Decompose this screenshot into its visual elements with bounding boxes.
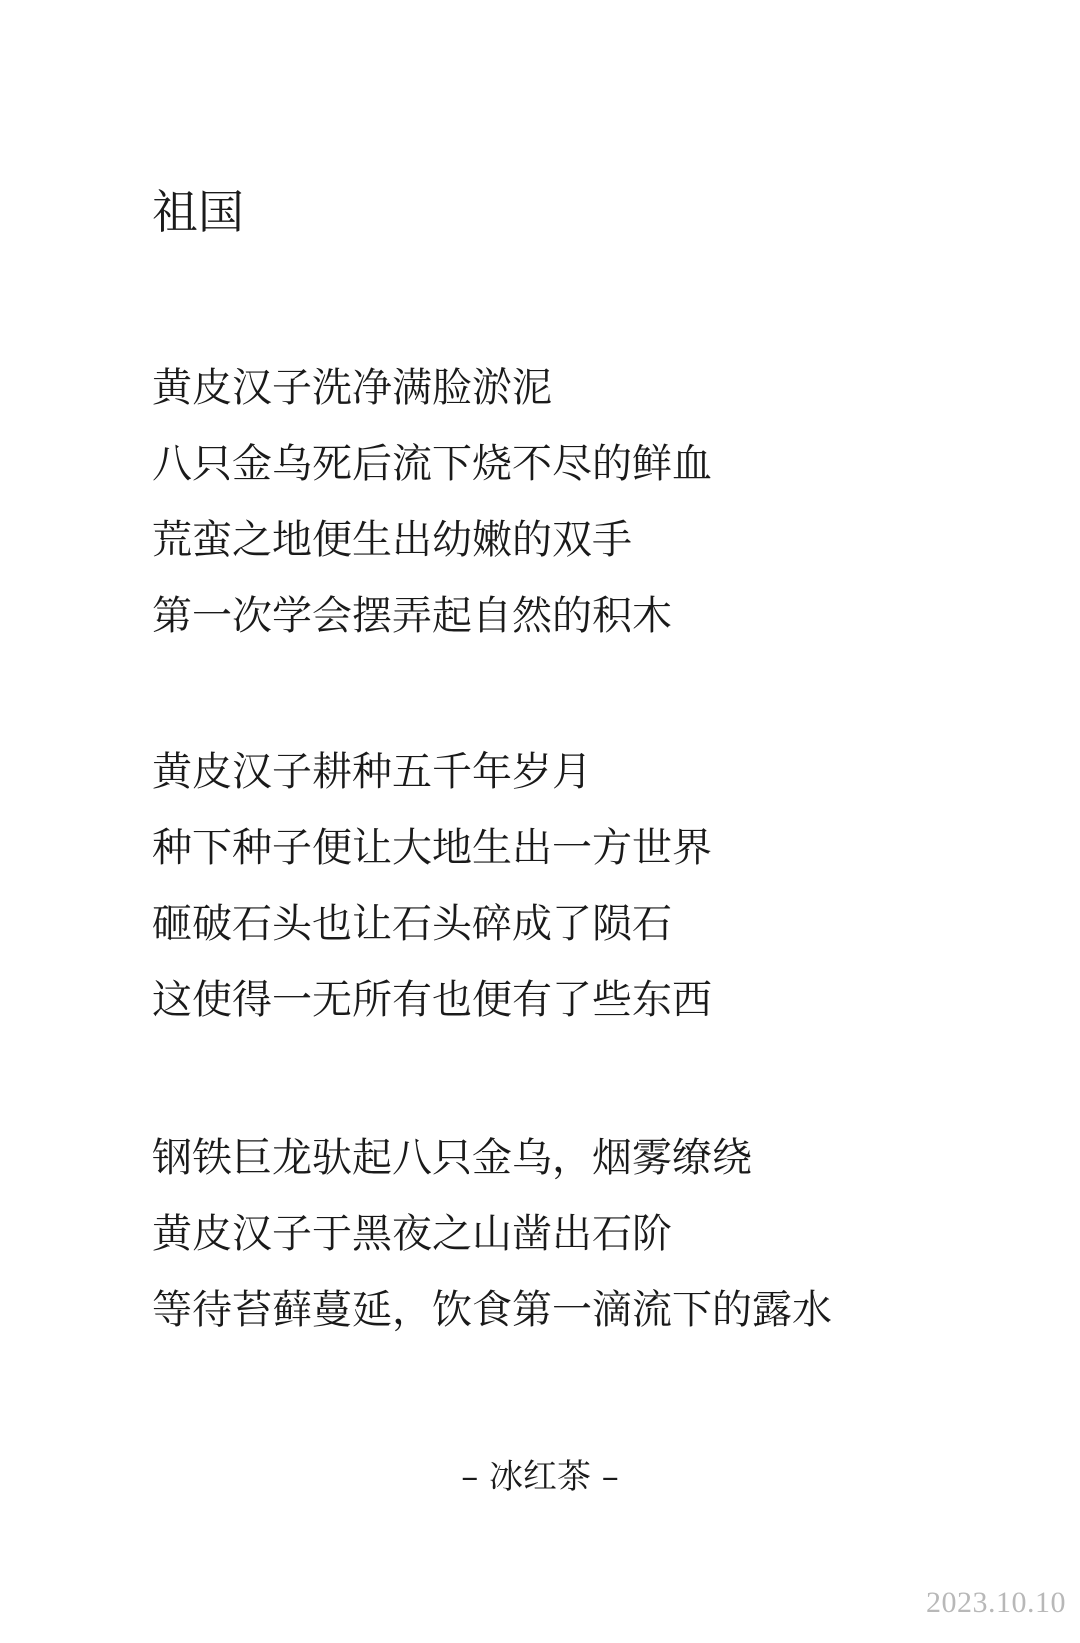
stanza-2 xyxy=(152,734,712,1038)
poem-line: 荒蛮之地便生出幼嫩的双手 xyxy=(152,517,632,563)
stanza-3 xyxy=(152,1120,832,1348)
date-stamp: 2023.10.10 xyxy=(926,1586,1066,1619)
poem-line: 种下种子便让大地生出一方世界 xyxy=(152,825,712,871)
poem-line: 砸破石头也让石头碎成了陨石 xyxy=(152,901,672,947)
poem-line: 等待苔藓蔓延，饮食第一滴流下的露水 xyxy=(152,1287,832,1333)
poem-line: 八只金乌死后流下烧不尽的鲜血 xyxy=(152,441,712,487)
poem-line: 这使得一无所有也便有了些东西 xyxy=(152,977,712,1023)
stanza-1 xyxy=(152,350,712,654)
poem-title: 祖国 xyxy=(152,185,244,239)
poem-line: 钢铁巨龙驮起八只金乌，烟雾缭绕 xyxy=(152,1135,752,1181)
poem-line: 黄皮汉子洗净满脸淤泥 xyxy=(152,365,552,411)
poem-line: 黄皮汉子耕种五千年岁月 xyxy=(152,749,592,795)
author-signature: – 冰红茶 – xyxy=(461,1457,619,1497)
poem-line: 第一次学会摆弄起自然的积木 xyxy=(152,593,672,639)
poem-line: 黄皮汉子于黑夜之山凿出石阶 xyxy=(152,1211,672,1257)
